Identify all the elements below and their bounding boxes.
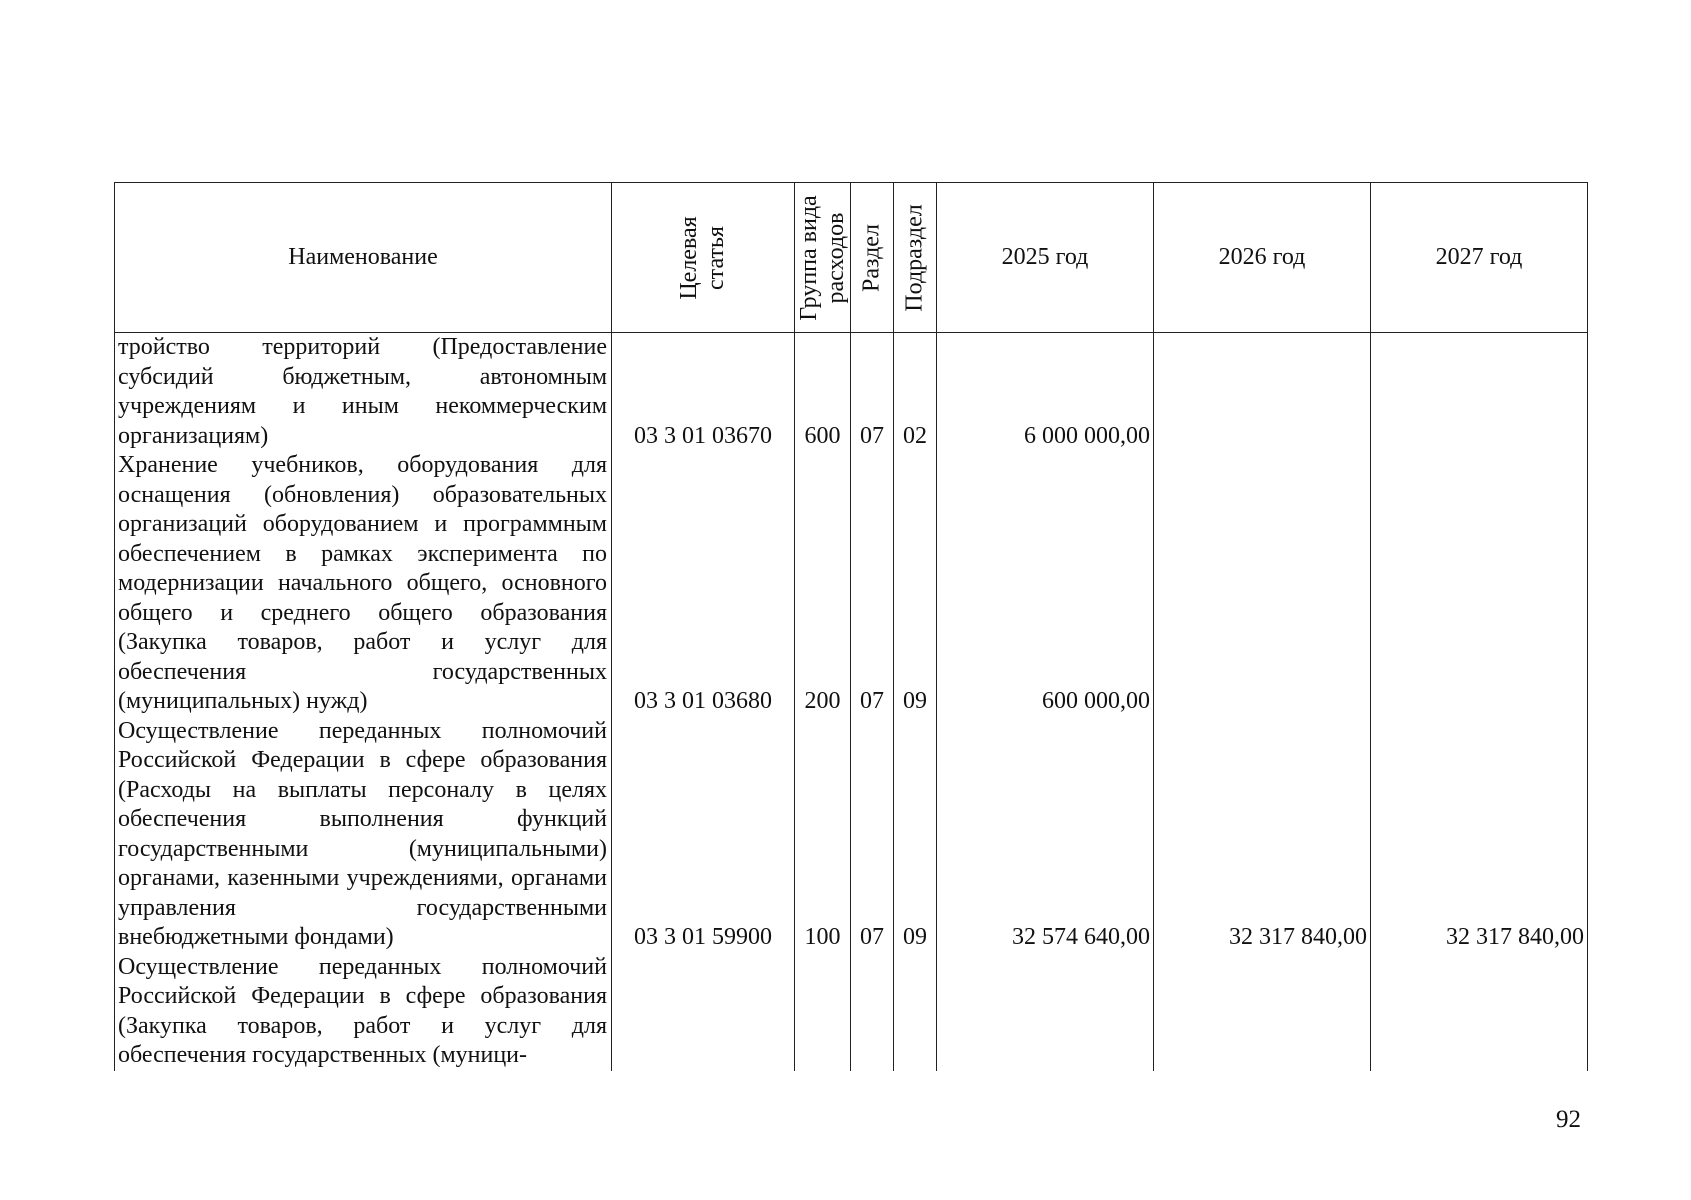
header-section-label: Раздел xyxy=(858,223,885,292)
row-name: Осуществление переданных полномочий Российской Федерации в сфере образования (Расходы на выплаты персоналу в целях обеспечения выполнения функций государственными (муниципальными) органами, казенными учреждениями, органами управления государственными внебюджетными фондами) xyxy=(115,717,612,953)
page-number: 92 xyxy=(1556,1106,1581,1133)
table-row xyxy=(115,953,1588,1071)
row-subsection: 02 xyxy=(894,333,937,452)
row-name: Осуществление переданных полномочий Российской Федерации в сфере образования (Закупка товаров, работ и услуг для обеспечения государственных (муници- xyxy=(115,953,612,1071)
row-section: 07 xyxy=(851,333,894,452)
row-subsection: 09 xyxy=(894,451,937,717)
row-expense-group: 600 xyxy=(795,333,851,452)
header-group-line1: Группа вида xyxy=(795,194,822,321)
row-amount-2026: 32 317 840,00 xyxy=(1154,717,1371,953)
row-expense-group xyxy=(795,953,851,1071)
row-name: тройство территорий (Предоставление субсидий бюджетным, автономным учреждениям и иным некоммерческим организациям) xyxy=(115,333,612,452)
row-expense-group: 200 xyxy=(795,451,851,717)
row-subsection xyxy=(894,953,937,1071)
header-subsection xyxy=(894,183,937,333)
row-amount-2025: 32 574 640,00 xyxy=(937,717,1154,953)
header-section xyxy=(851,183,894,333)
row-target-code: 03 3 01 03670 xyxy=(612,333,795,452)
header-row xyxy=(115,183,1588,333)
row-amount-2026 xyxy=(1154,451,1371,717)
row-section xyxy=(851,953,894,1071)
header-year-2025: 2025 год xyxy=(937,183,1154,333)
row-amount-2025 xyxy=(937,953,1154,1071)
header-name: Наименование xyxy=(115,183,612,333)
row-amount-2026 xyxy=(1154,953,1371,1071)
row-amount-2027 xyxy=(1371,451,1588,717)
row-target-code: 03 3 01 03680 xyxy=(612,451,795,717)
header-target-line2: статья xyxy=(703,225,729,290)
row-subsection: 09 xyxy=(894,717,937,953)
header-target-article xyxy=(612,183,795,333)
header-group-line2: расходов xyxy=(822,212,849,303)
row-amount-2025: 600 000,00 xyxy=(937,451,1154,717)
row-expense-group: 100 xyxy=(795,717,851,953)
header-year-2027: 2027 год xyxy=(1371,183,1588,333)
header-subsection-label: Подраздел xyxy=(901,203,928,312)
row-amount-2027 xyxy=(1371,953,1588,1071)
row-name: Хранение учебников, оборудования для оснащения (обновления) образовательных организаций оборудованием и программным обеспечением в рамках эксперимента по модернизации начального общего, основного общего и среднего общего образования (Закупка товаров, работ и услуг для обеспечения государственных (муниципальных) нужд) xyxy=(115,451,612,717)
table-row xyxy=(115,451,1588,717)
row-target-code: 03 3 01 59900 xyxy=(612,717,795,953)
header-target-line1: Целевая xyxy=(676,215,702,300)
table-row xyxy=(115,717,1588,953)
row-section: 07 xyxy=(851,717,894,953)
row-section: 07 xyxy=(851,451,894,717)
header-expense-group xyxy=(795,183,851,333)
header-year-2026: 2026 год xyxy=(1154,183,1371,333)
row-amount-2027 xyxy=(1371,333,1588,452)
table-row xyxy=(115,333,1588,452)
row-amount-2025: 6 000 000,00 xyxy=(937,333,1154,452)
row-target-code xyxy=(612,953,795,1071)
budget-table xyxy=(114,182,1588,1071)
row-amount-2027: 32 317 840,00 xyxy=(1371,717,1588,953)
row-amount-2026 xyxy=(1154,333,1371,452)
